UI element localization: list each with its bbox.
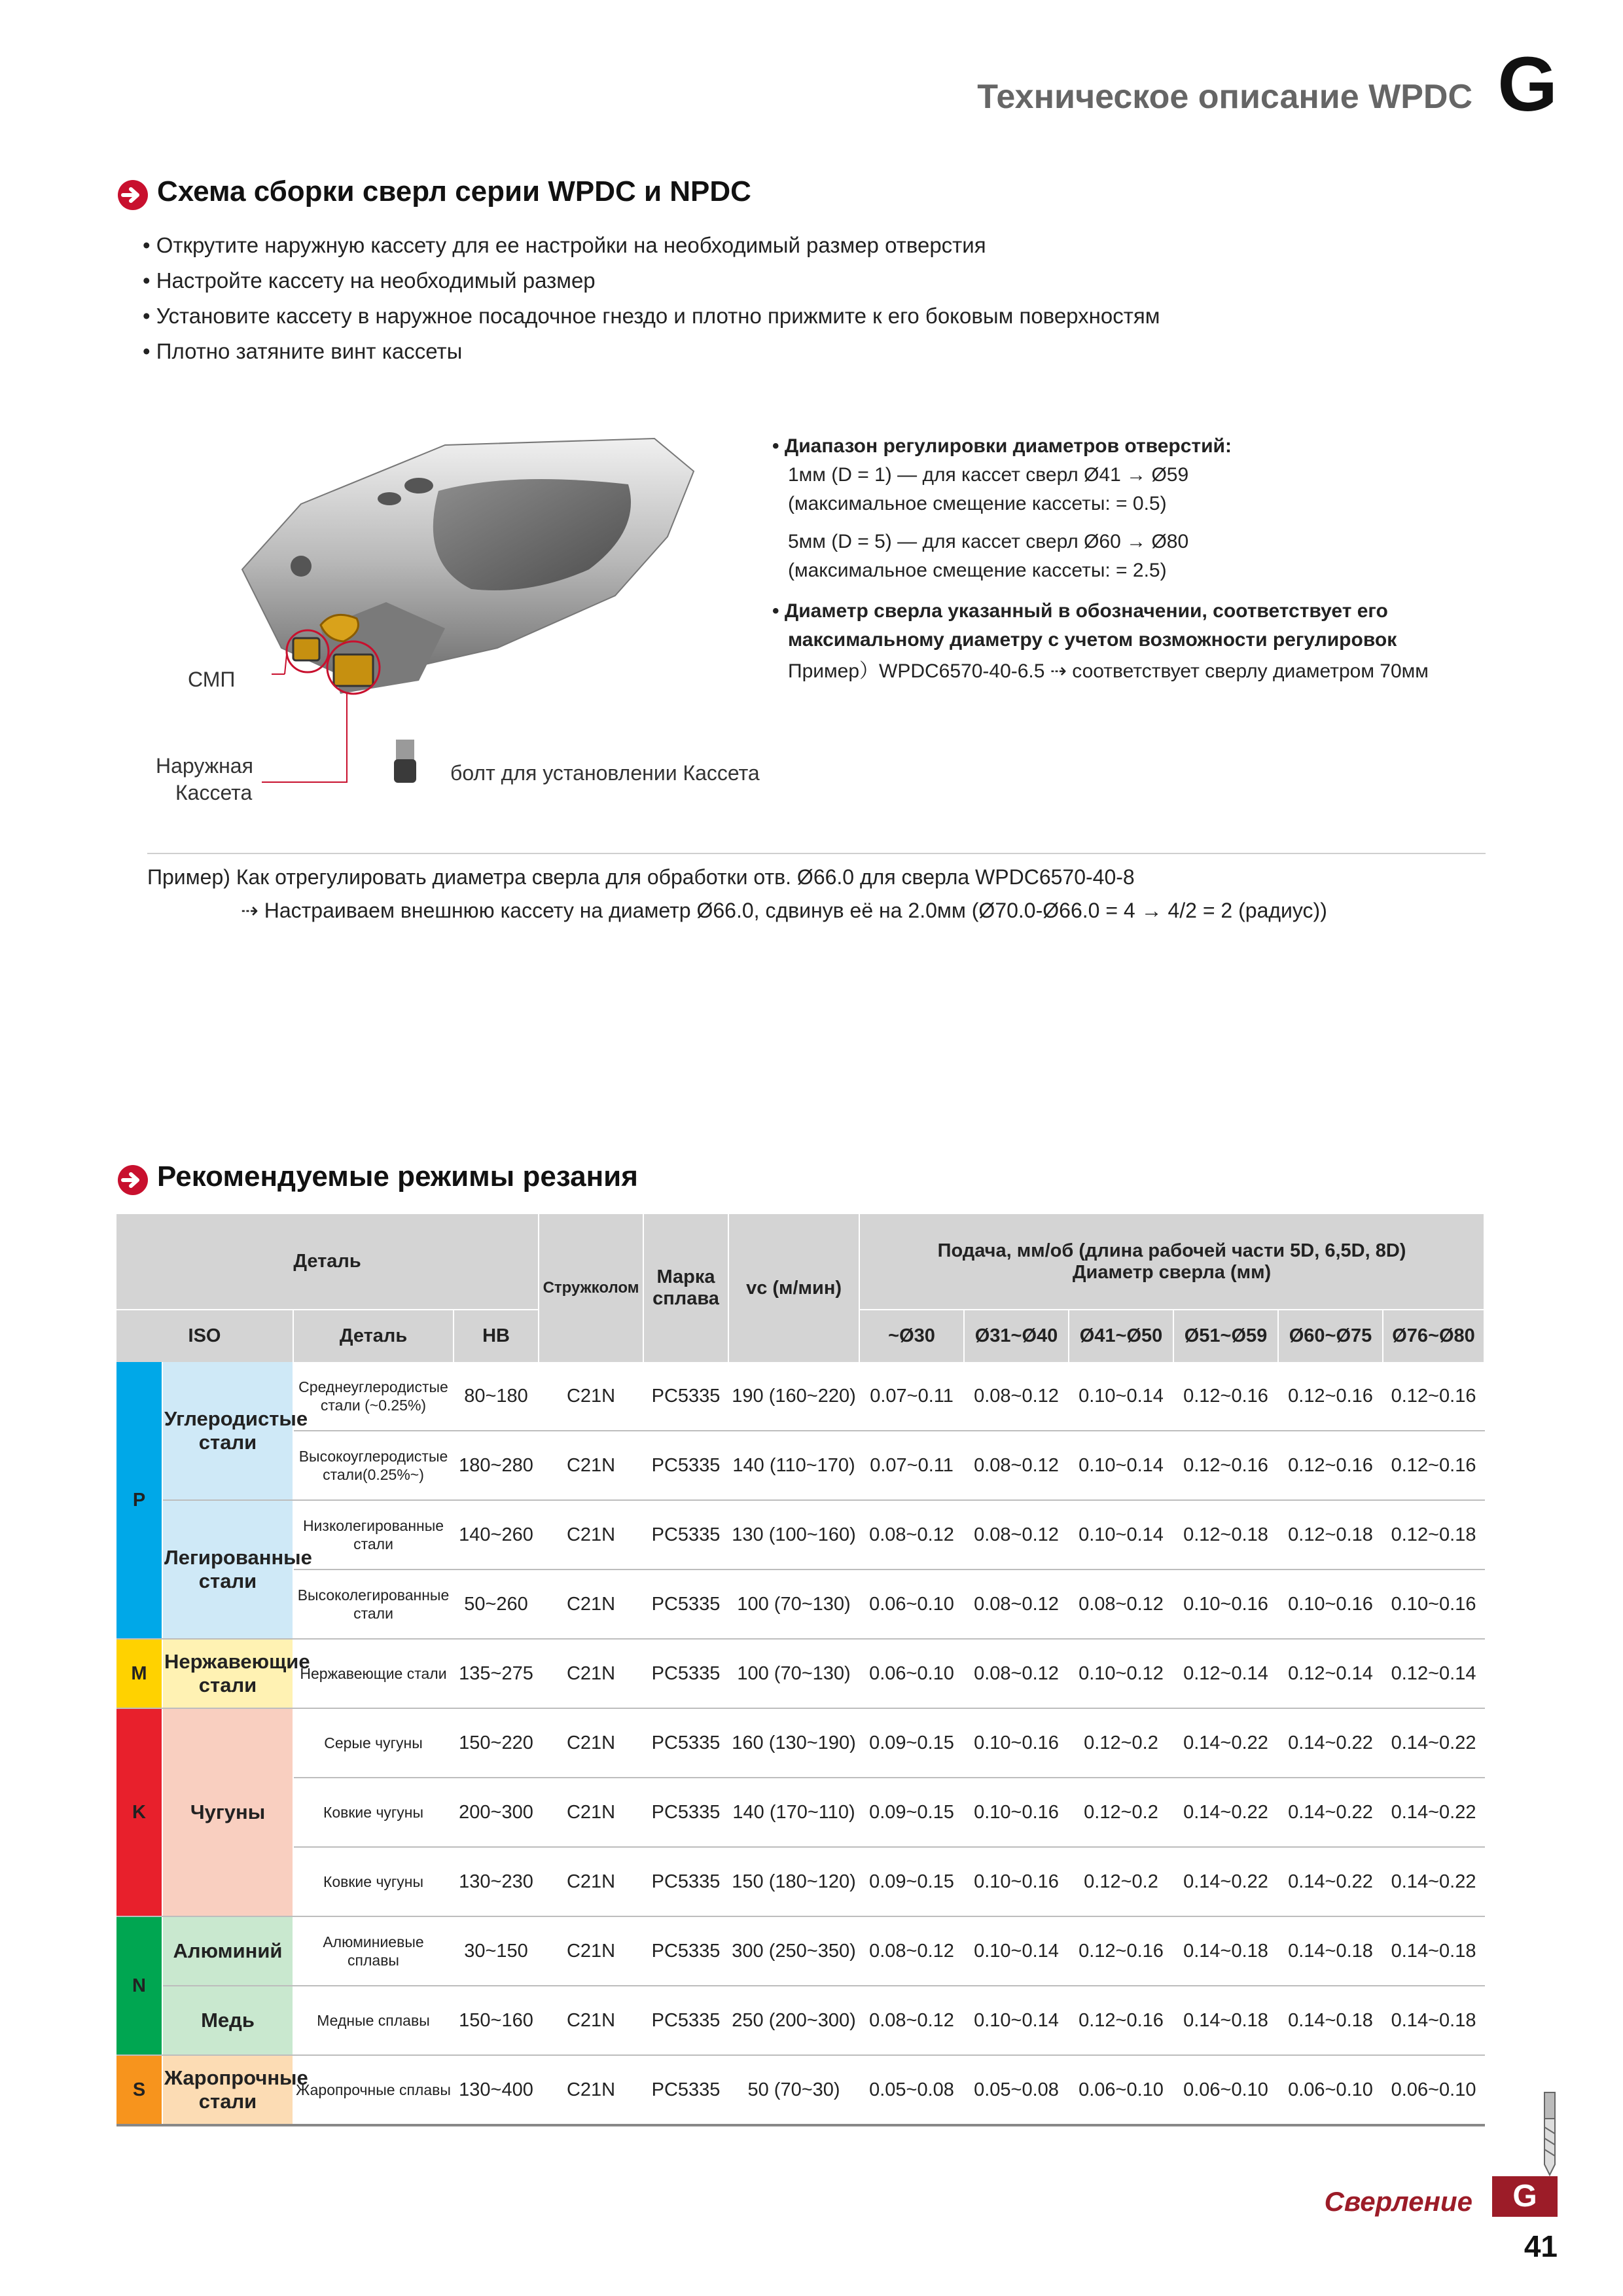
diameter-title-2: максимальному диаметру с учетом возможности регулировок <box>788 629 1397 651</box>
header-feed-subtitle: Диаметр сверла (мм) <box>1072 1261 1272 1283</box>
iso-group-n: N <box>116 1916 162 2055</box>
feed-value: 0.09~0.15 <box>859 1847 964 1916</box>
table-row <box>116 1986 1484 2055</box>
diameter-title: • Диаметр сверла указанный в обозначении, соответствует его <box>772 600 1388 622</box>
vc-value: 130 (100~160) <box>728 1500 859 1570</box>
grade-value: PC5335 <box>643 1362 728 1431</box>
feed-value: 0.08~0.12 <box>964 1639 1069 1708</box>
chipbreaker-value: C21N <box>539 2055 643 2125</box>
chipbreaker-value: C21N <box>539 1431 643 1500</box>
chipbreaker-value: C21N <box>539 1570 643 1639</box>
feed-value: 0.12~0.16 <box>1173 1362 1278 1431</box>
diameter-example: Пример）WPDC6570-40-6.5 ⇢ соответствует сверлу диаметром 70мм <box>788 660 1429 682</box>
insert-label: СМП <box>188 668 236 691</box>
feed-value: 0.08~0.12 <box>964 1431 1069 1500</box>
feed-value: 0.06~0.10 <box>1383 2055 1484 2125</box>
header-diameter: Ø41~Ø50 <box>1069 1310 1173 1362</box>
chipbreaker-value: C21N <box>539 1500 643 1570</box>
header-detail: Деталь <box>116 1214 539 1310</box>
feed-value: 0.10~0.14 <box>1069 1362 1173 1431</box>
hb-value: 150~220 <box>454 1708 539 1778</box>
header-diameter: Ø31~Ø40 <box>964 1310 1069 1362</box>
table-row <box>116 1778 1484 1847</box>
feed-value: 0.10~0.16 <box>1173 1570 1278 1639</box>
feed-value: 0.09~0.15 <box>859 1778 964 1847</box>
hb-value: 80~180 <box>454 1362 539 1431</box>
iso-group-p: P <box>116 1362 162 1639</box>
feed-value: 0.08~0.12 <box>859 1500 964 1570</box>
feed-value: 0.06~0.10 <box>1069 2055 1173 2125</box>
header-diameter: Ø76~Ø80 <box>1383 1310 1484 1362</box>
feed-value: 0.12~0.14 <box>1278 1639 1383 1708</box>
grade-value: PC5335 <box>643 1639 728 1708</box>
feed-value: 0.12~0.16 <box>1383 1362 1484 1431</box>
header-chipbreaker: Стружколом <box>539 1214 643 1362</box>
feed-value: 0.08~0.12 <box>1069 1570 1173 1639</box>
chipbreaker-value: C21N <box>539 1778 643 1847</box>
feed-value: 0.12~0.18 <box>1278 1500 1383 1570</box>
feed-value: 0.12~0.2 <box>1069 1708 1173 1778</box>
material-name: Чугуны <box>162 1708 293 1916</box>
feed-value: 0.07~0.11 <box>859 1362 964 1431</box>
sub-material: Среднеуглеродистые стали (~0.25%) <box>293 1362 454 1431</box>
feed-value: 0.08~0.12 <box>859 1986 964 2055</box>
feed-value: 0.06~0.10 <box>859 1639 964 1708</box>
feed-value: 0.12~0.2 <box>1069 1778 1173 1847</box>
material-name: Жаропрочные стали <box>162 2055 293 2125</box>
header-detail2: Деталь <box>293 1310 454 1362</box>
vc-value: 100 (70~130) <box>728 1570 859 1639</box>
footer-section-name: Сверление <box>1324 2186 1472 2217</box>
vc-value: 300 (250~350) <box>728 1916 859 1986</box>
feed-value: 0.10~0.16 <box>964 1847 1069 1916</box>
feed-value: 0.10~0.16 <box>1383 1570 1484 1639</box>
material-name: Легированные стали <box>162 1500 293 1639</box>
feed-value: 0.06~0.10 <box>1173 2055 1278 2125</box>
assembly-section-title: Схема сборки сверл серии WPDC и NPDC <box>157 175 751 207</box>
vc-value: 160 (130~190) <box>728 1708 859 1778</box>
feed-value: 0.12~0.16 <box>1069 1916 1173 1986</box>
feed-value: 0.06~0.10 <box>1278 2055 1383 2125</box>
sub-material: Высокоуглеродистые стали(0.25%~) <box>293 1431 454 1500</box>
bolt-label: болт для установлении Кассета <box>450 761 760 785</box>
section-arrow-icon <box>116 179 149 211</box>
feed-value: 0.14~0.22 <box>1278 1778 1383 1847</box>
grade-value: PC5335 <box>643 1570 728 1639</box>
feed-value: 0.10~0.16 <box>964 1778 1069 1847</box>
feed-value: 0.14~0.18 <box>1173 1916 1278 1986</box>
table-row <box>116 1847 1484 1916</box>
adjust-example-line2: ⇢ Настраиваем внешнюю кассету на диаметр Ø66.0, сдвинув её на 2.0мм (Ø70.0-Ø66.0 = 4 → 4/2 = 2 (радиус)) <box>241 899 1327 922</box>
material-name: Углеродистые стали <box>162 1362 293 1500</box>
hb-value: 130~400 <box>454 2055 539 2125</box>
vc-value: 50 (70~30) <box>728 2055 859 2125</box>
feed-value: 0.09~0.15 <box>859 1708 964 1778</box>
feed-value: 0.14~0.22 <box>1173 1708 1278 1778</box>
feed-value: 0.14~0.22 <box>1383 1778 1484 1847</box>
header-diameter: Ø51~Ø59 <box>1173 1310 1278 1362</box>
feed-value: 0.12~0.18 <box>1383 1500 1484 1570</box>
assembly-step: • Настройте кассету на необходимый размер <box>143 268 596 293</box>
assembly-step: • Открутите наружную кассету для ее настройки на необходимый размер отверстия <box>143 233 986 257</box>
feed-value: 0.12~0.16 <box>1278 1431 1383 1500</box>
page-header-letter: G <box>1497 41 1558 128</box>
feed-value: 0.14~0.22 <box>1278 1847 1383 1916</box>
header-feed-title: Подача, мм/об (длина рабочей части 5D, 6,5D, 8D) <box>937 1240 1406 1261</box>
sub-material: Медные сплавы <box>293 1986 454 2055</box>
feed-value: 0.12~0.18 <box>1173 1500 1278 1570</box>
assembly-steps <box>143 228 1160 369</box>
chipbreaker-value: C21N <box>539 1639 643 1708</box>
grade-value: PC5335 <box>643 1916 728 1986</box>
feed-value: 0.12~0.16 <box>1278 1362 1383 1431</box>
chipbreaker-value: C21N <box>539 1986 643 2055</box>
cutting-conditions-table <box>116 1214 1485 2126</box>
drill-assembly-illustration <box>223 432 733 812</box>
feed-value: 0.08~0.12 <box>859 1916 964 1986</box>
iso-group-m: M <box>116 1639 162 1708</box>
grade-value: PC5335 <box>643 1847 728 1916</box>
hb-value: 150~160 <box>454 1986 539 2055</box>
table-row <box>116 1639 1484 1708</box>
grade-value: PC5335 <box>643 1708 728 1778</box>
feed-value: 0.12~0.14 <box>1173 1639 1278 1708</box>
sub-material: Серые чугуны <box>293 1708 454 1778</box>
chipbreaker-value: C21N <box>539 1847 643 1916</box>
iso-group-s: S <box>116 2055 162 2125</box>
feed-value: 0.12~0.14 <box>1383 1639 1484 1708</box>
feed-value: 0.14~0.22 <box>1383 1708 1484 1778</box>
page-header-title: Техническое описание WPDC <box>977 78 1472 116</box>
sub-material: Ковкие чугуны <box>293 1778 454 1847</box>
feed-value: 0.10~0.14 <box>1069 1500 1173 1570</box>
hb-value: 135~275 <box>454 1639 539 1708</box>
vc-value: 250 (200~300) <box>728 1986 859 2055</box>
cassette-label-line2: Кассета <box>175 781 253 804</box>
assembly-step: • Установите кассету в наружное посадочное гнездо и плотно прижмите к его боковым поверхностям <box>143 304 1160 328</box>
header-diameter: Ø60~Ø75 <box>1278 1310 1383 1362</box>
chipbreaker-value: C21N <box>539 1362 643 1431</box>
feed-value: 0.14~0.18 <box>1173 1986 1278 2055</box>
range-line: (максимальное смещение кассеты: = 0.5) <box>788 493 1167 514</box>
hb-value: 200~300 <box>454 1778 539 1847</box>
feed-value: 0.14~0.18 <box>1383 1916 1484 1986</box>
sub-material: Ковкие чугуны <box>293 1847 454 1916</box>
grade-value: PC5335 <box>643 1431 728 1500</box>
sub-material: Алюминиевые сплавы <box>293 1916 454 1986</box>
adjustment-notes <box>772 432 1429 686</box>
feed-value: 0.14~0.22 <box>1278 1708 1383 1778</box>
hb-value: 30~150 <box>454 1916 539 1986</box>
hb-value: 50~260 <box>454 1570 539 1639</box>
header-vc: vc (м/мин) <box>728 1214 859 1362</box>
feed-value: 0.14~0.18 <box>1278 1986 1383 2055</box>
feed-value: 0.06~0.10 <box>859 1570 964 1639</box>
feed-value: 0.10~0.12 <box>1069 1639 1173 1708</box>
header-grade: Марка сплава <box>643 1214 728 1362</box>
vc-value: 190 (160~220) <box>728 1362 859 1431</box>
cassette-label-line1: Наружная <box>156 754 253 778</box>
hb-value: 130~230 <box>454 1847 539 1916</box>
grade-value: PC5335 <box>643 1986 728 2055</box>
feed-value: 0.14~0.22 <box>1173 1778 1278 1847</box>
assembly-step: • Плотно затяните винт кассеты <box>143 339 463 363</box>
header-iso: ISO <box>116 1310 293 1362</box>
adjust-example-line1: Пример) Как отрегулировать диаметра сверла для обработки отв. Ø66.0 для сверла WPDC6570-40-8 <box>147 865 1135 889</box>
feed-value: 0.08~0.12 <box>964 1570 1069 1639</box>
section-arrow-icon <box>116 1164 149 1196</box>
feed-value: 0.08~0.12 <box>964 1362 1069 1431</box>
header-diameter: ~Ø30 <box>859 1310 964 1362</box>
sub-material: Жаропрочные сплавы <box>293 2055 454 2125</box>
vc-value: 150 (180~120) <box>728 1847 859 1916</box>
feed-value: 0.10~0.14 <box>964 1986 1069 2055</box>
range-line: 5мм (D = 5) — для кассет сверл Ø60 → Ø80 <box>788 531 1189 552</box>
range-title: • Диапазон регулировки диаметров отверстий: <box>772 435 1232 457</box>
feed-value: 0.14~0.22 <box>1173 1847 1278 1916</box>
feed-value: 0.14~0.18 <box>1278 1916 1383 1986</box>
feed-value: 0.12~0.2 <box>1069 1847 1173 1916</box>
feed-value: 0.05~0.08 <box>859 2055 964 2125</box>
hb-value: 180~280 <box>454 1431 539 1500</box>
material-name: Алюминий <box>162 1916 293 1986</box>
page-number: 41 <box>1524 2229 1558 2263</box>
material-name: Нержавеющие стали <box>162 1639 293 1708</box>
vc-value: 140 (170~110) <box>728 1778 859 1847</box>
table-row <box>116 1916 1484 1986</box>
footer-section-letter: G <box>1492 2176 1558 2217</box>
feed-value: 0.10~0.14 <box>964 1916 1069 1986</box>
divider <box>147 853 1486 854</box>
feed-value: 0.10~0.16 <box>1278 1570 1383 1639</box>
range-line: (максимальное смещение кассеты: = 2.5) <box>788 560 1167 581</box>
table-row <box>116 1431 1484 1500</box>
feed-value: 0.14~0.18 <box>1383 1986 1484 2055</box>
feed-value: 0.10~0.16 <box>964 1708 1069 1778</box>
sub-material: Нержавеющие стали <box>293 1639 454 1708</box>
feed-value: 0.05~0.08 <box>964 2055 1069 2125</box>
feed-value: 0.07~0.11 <box>859 1431 964 1500</box>
table-row <box>116 1708 1484 1778</box>
table-row <box>116 1570 1484 1639</box>
iso-group-k: K <box>116 1708 162 1916</box>
grade-value: PC5335 <box>643 2055 728 2125</box>
grade-value: PC5335 <box>643 1778 728 1847</box>
material-name: Медь <box>162 1986 293 2055</box>
header-hb: HB <box>454 1310 539 1362</box>
feed-value: 0.14~0.22 <box>1383 1847 1484 1916</box>
feed-value: 0.10~0.14 <box>1069 1431 1173 1500</box>
hb-value: 140~260 <box>454 1500 539 1570</box>
feed-value: 0.08~0.12 <box>964 1500 1069 1570</box>
chipbreaker-value: C21N <box>539 1916 643 1986</box>
feed-value: 0.12~0.16 <box>1383 1431 1484 1500</box>
chipbreaker-value: C21N <box>539 1708 643 1778</box>
table-row <box>116 1362 1484 1431</box>
table-row <box>116 2055 1484 2125</box>
header-feed <box>859 1214 1484 1310</box>
grade-value: PC5335 <box>643 1500 728 1570</box>
drill-bit-icon <box>1537 2091 1563 2176</box>
sub-material: Низколегированные стали <box>293 1500 454 1570</box>
vc-value: 140 (110~170) <box>728 1431 859 1500</box>
feed-value: 0.12~0.16 <box>1173 1431 1278 1500</box>
table-row <box>116 1500 1484 1570</box>
sub-material: Высоколегированные стали <box>293 1570 454 1639</box>
feed-value: 0.12~0.16 <box>1069 1986 1173 2055</box>
range-line: 1мм (D = 1) — для кассет сверл Ø41 → Ø59 <box>788 464 1189 486</box>
vc-value: 100 (70~130) <box>728 1639 859 1708</box>
cutting-section-title: Рекомендуемые режимы резания <box>157 1160 638 1193</box>
